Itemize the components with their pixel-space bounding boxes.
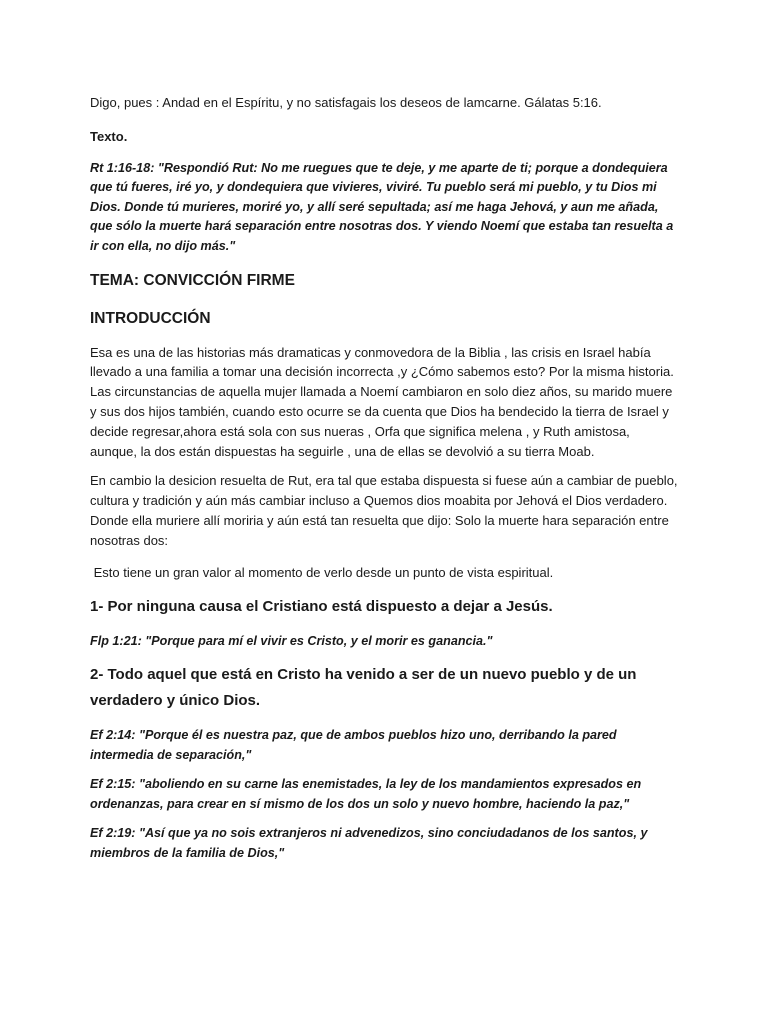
intro-heading: INTRODUCCIÓN: [90, 309, 211, 327]
main-verse: Rt 1:16-18: "Respondió Rut: No me ruegues que te deje, y me aparte de ti; porque a dondequiera que tú fueres, iré yo, y dondequiera que vivieres, viviré. Tu pueblo será mi pueblo, y tu Dios mi Dios. Donde tú murieres, moriré yo, y allí seré sepultada; así me haga Jehová, y aun me añada, que sólo la muerte hará separación entre nosotras dos. Y viendo Noemí que estaba tan resuelta a ir con ella, no dijo más.": [90, 160, 674, 253]
point-2-verse-3: Ef 2:19: "Así que ya no sois extranjeros ni advenedizos, sino conciudadanos de los santos, y miembros de la familia de Dios,": [90, 826, 648, 860]
point-2-heading: 2- Todo aquel que está en Cristo ha venido a ser de un nuevo pueblo y de un verdadero y único Dios.: [90, 665, 637, 709]
point-1-heading: 1- Por ninguna causa el Cristiano está dispuesto a dejar a Jesús.: [90, 598, 553, 616]
point-1-verse: Flp 1:21: "Porque para mí el vivir es Cristo, y el morir es ganancia.": [90, 634, 493, 649]
intro-paragraph-3: Esto tiene un gran valor al momento de verlo desde un punto de vista espiritual.: [90, 564, 554, 580]
document-page: [90, 93, 680, 863]
point-2-verse-1: Ef 2:14: "Porque él es nuestra paz, que de ambos pueblos hizo uno, derribando la pared intermedia de separación,": [90, 727, 617, 762]
point-2-verse-2: Ef 2:15: "aboliendo en su carne las enemistades, la ley de los mandamientos expresados en ordenanzas, para crear en sí mismo de los dos un solo y nuevo hombre, haciendo la paz,": [90, 777, 642, 811]
theme-heading: TEMA: CONVICCIÓN FIRME: [90, 271, 295, 289]
intro-paragraph-1: Esa es una de las historias más dramaticas y conmovedora de la Biblia , las crisis en Israel había llevado a una familia a tomar una decisión incorrecta ,y ¿Cómo sabemos esto? Por la misma historia. Las circunstancias de aquella mujer llamada a Noemí cambiaron en solo diez años, su marido muere y sus dos hijos también, cuando esto ocurre se da cuenta que Dios ha bendecido la tierra de Israel y decide regresar,ahora está sola con sus nueras , Orfa que significa melena , y Ruth amistosa, aunque, la dos están dispuestas ha seguirle , una de ellas se devolvió a su tierra Moab.: [90, 344, 674, 459]
text-label: Texto.: [90, 128, 128, 144]
opening-line: Digo, pues : Andad en el Espíritu, y no satisfagais los deseos de lamcarne. Gálatas 5:16.: [90, 95, 602, 110]
intro-paragraph-2: En cambio la desicion resuelta de Rut, era tal que estaba dispuesta si fuese aún a cambiar de pueblo, cultura y tradición y aún más cambiar incluso a Quemos dios moabita por Jehová el Dios verdadero. Donde ella muriere allí moriria y aún está tan resuelta que dijo: Solo la muerte hara separación entre nosotras dos:: [90, 473, 678, 548]
